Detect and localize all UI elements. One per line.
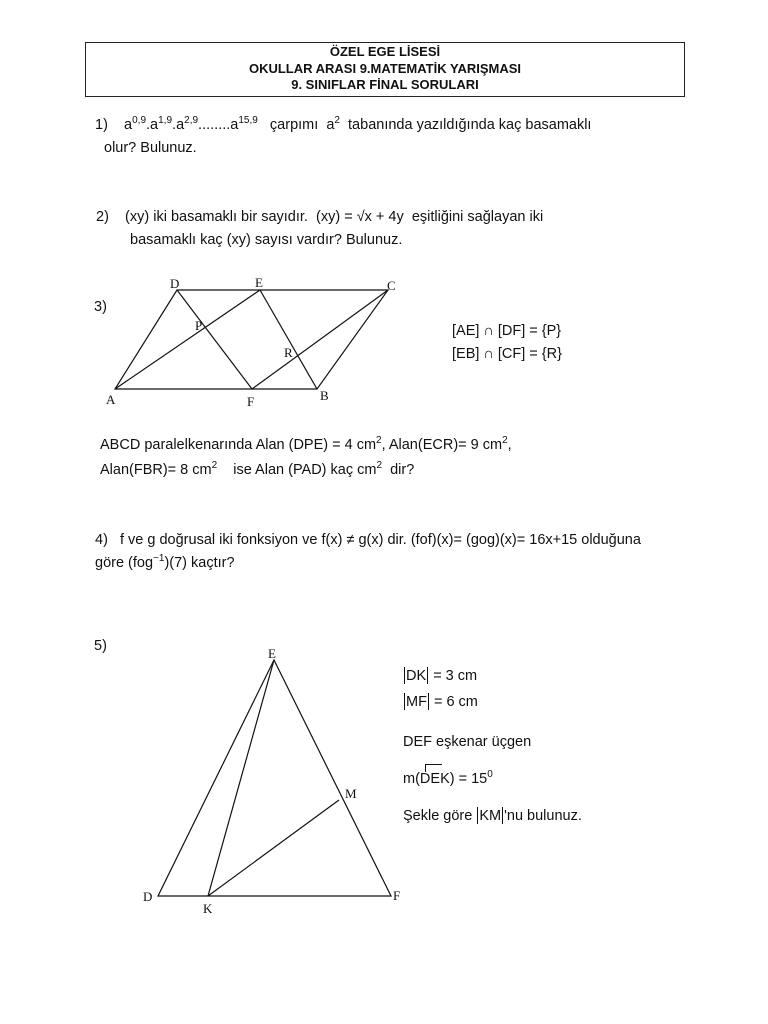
exam-header — [85, 42, 685, 97]
q1-text-2: tabanında yazıldığında kaç basamaklı — [348, 117, 592, 133]
label-m: M — [345, 786, 357, 801]
q1-term-2: $a^{1,9}$ — [150, 115, 173, 133]
q5-equilateral: DEF eşkenar üçgen — [403, 734, 532, 750]
school-name: ÖZEL EGE LİSESİ — [329, 44, 441, 59]
q5-given-dk: DK = 3 cm — [406, 668, 478, 684]
parallelogram-figure — [100, 272, 410, 412]
q1-term-1: $a^{0,9}$ — [124, 115, 147, 133]
q2-text-1: (xy) iki basamaklı bir sayıdır. — [125, 209, 308, 225]
label-a: A — [106, 392, 116, 407]
q1-base-square: $a^2$ — [326, 115, 340, 133]
triangle-def — [158, 660, 391, 896]
question-2 — [96, 208, 543, 227]
label-b: B — [320, 388, 329, 403]
question-1: 1) $a^{0,9}.a^{1,9}.a^{2,9}........a^{15,9}$ çarpımı $a^2$ tabanında yazıldığında kaç basamaklı — [95, 115, 592, 133]
question-5-number: 5) — [94, 638, 107, 654]
question-1-line-2: olur? Bulunuz. — [104, 140, 197, 156]
angle-hat: DEK — [419, 771, 450, 787]
q3-condition-2: [EB] ∩ [CF] = {R} — [452, 346, 562, 362]
question-2-number: 2) — [96, 209, 109, 225]
q1-dots: ........ — [198, 117, 231, 133]
label-d: D — [170, 276, 180, 291]
label-k: K — [203, 901, 213, 916]
q4-inverse-exp: −1 — [153, 553, 165, 564]
q5-given-mf: MF = 6 cm — [406, 694, 478, 710]
segment-ek — [208, 660, 274, 896]
q3-text-line-1: ABCD paralelkenarında Alan (DPE) = 4 $cm^2$, Alan(ECR)= 9 $cm^2$, — [100, 435, 512, 453]
q3-area-fbr: Alan(FBR)= 8 cm — [100, 462, 212, 478]
q1-term-last: $a^{15,9}$ — [230, 115, 258, 133]
q3-condition-1: [AE] ∩ [DF] = {P} — [452, 323, 562, 339]
label-e: E — [268, 646, 276, 661]
exam-subtitle: 9. SINIFLAR FİNAL SORULARI — [291, 77, 479, 92]
q5-angle: $m(DEK) = 15^0$ — [403, 769, 493, 787]
parallelogram-abcd — [115, 290, 388, 389]
segment-eb — [260, 290, 317, 389]
label-f: F — [393, 888, 401, 903]
label-p: P — [195, 318, 203, 333]
question-1-number: 1) — [95, 117, 108, 133]
label-c: C — [387, 278, 396, 293]
question-4 — [95, 531, 641, 550]
q4-text-1: f ve g doğrusal iki fonksiyon ve f(x) ≠ g(x) dir. (fof)(x)= (gog)(x)= 16x+15 olduğuna — [120, 532, 641, 548]
q3-area-dpe: ABCD paralelkenarında Alan (DPE) = 4 cm — [100, 437, 377, 453]
label-d: D — [143, 889, 153, 904]
label-f: F — [247, 394, 255, 409]
question-4-number: 4) — [95, 532, 108, 548]
q2-text-2: eşitliğini sağlayan iki — [411, 209, 544, 225]
q1-term-3: $a^{2,9}$ — [176, 115, 199, 133]
question-3-number: 3) — [94, 299, 107, 315]
label-e: E — [255, 275, 263, 290]
question-2-line-2: basamaklı kaç (xy) sayısı vardır? Bulunuz. — [130, 232, 403, 248]
label-r: R — [284, 345, 293, 360]
question-4-line-2: göre (fog$^{-1}$)(7) kaçtır? — [95, 553, 235, 571]
segment-km — [208, 800, 339, 896]
triangle-figure — [140, 642, 410, 922]
q3-question: ise Alan (PAD) kaç cm — [233, 462, 377, 478]
q3-text-line-2: Alan(FBR)= 8 $cm^2$ ise Alan (PAD) kaç $cm^2$ dir? — [100, 460, 415, 478]
q5-ask: Şekle göre KM 'nu bulunuz. — [403, 808, 582, 824]
q2-equation: (xy) = √x + 4y — [316, 209, 404, 225]
competition-title: OKULLAR ARASI 9.MATEMATİK YARIŞMASI — [248, 60, 522, 76]
q3-area-ecr: , Alan(ECR)= 9 cm — [381, 437, 503, 453]
segment-cf — [252, 290, 388, 389]
q1-text-1: çarpımı — [269, 117, 319, 133]
